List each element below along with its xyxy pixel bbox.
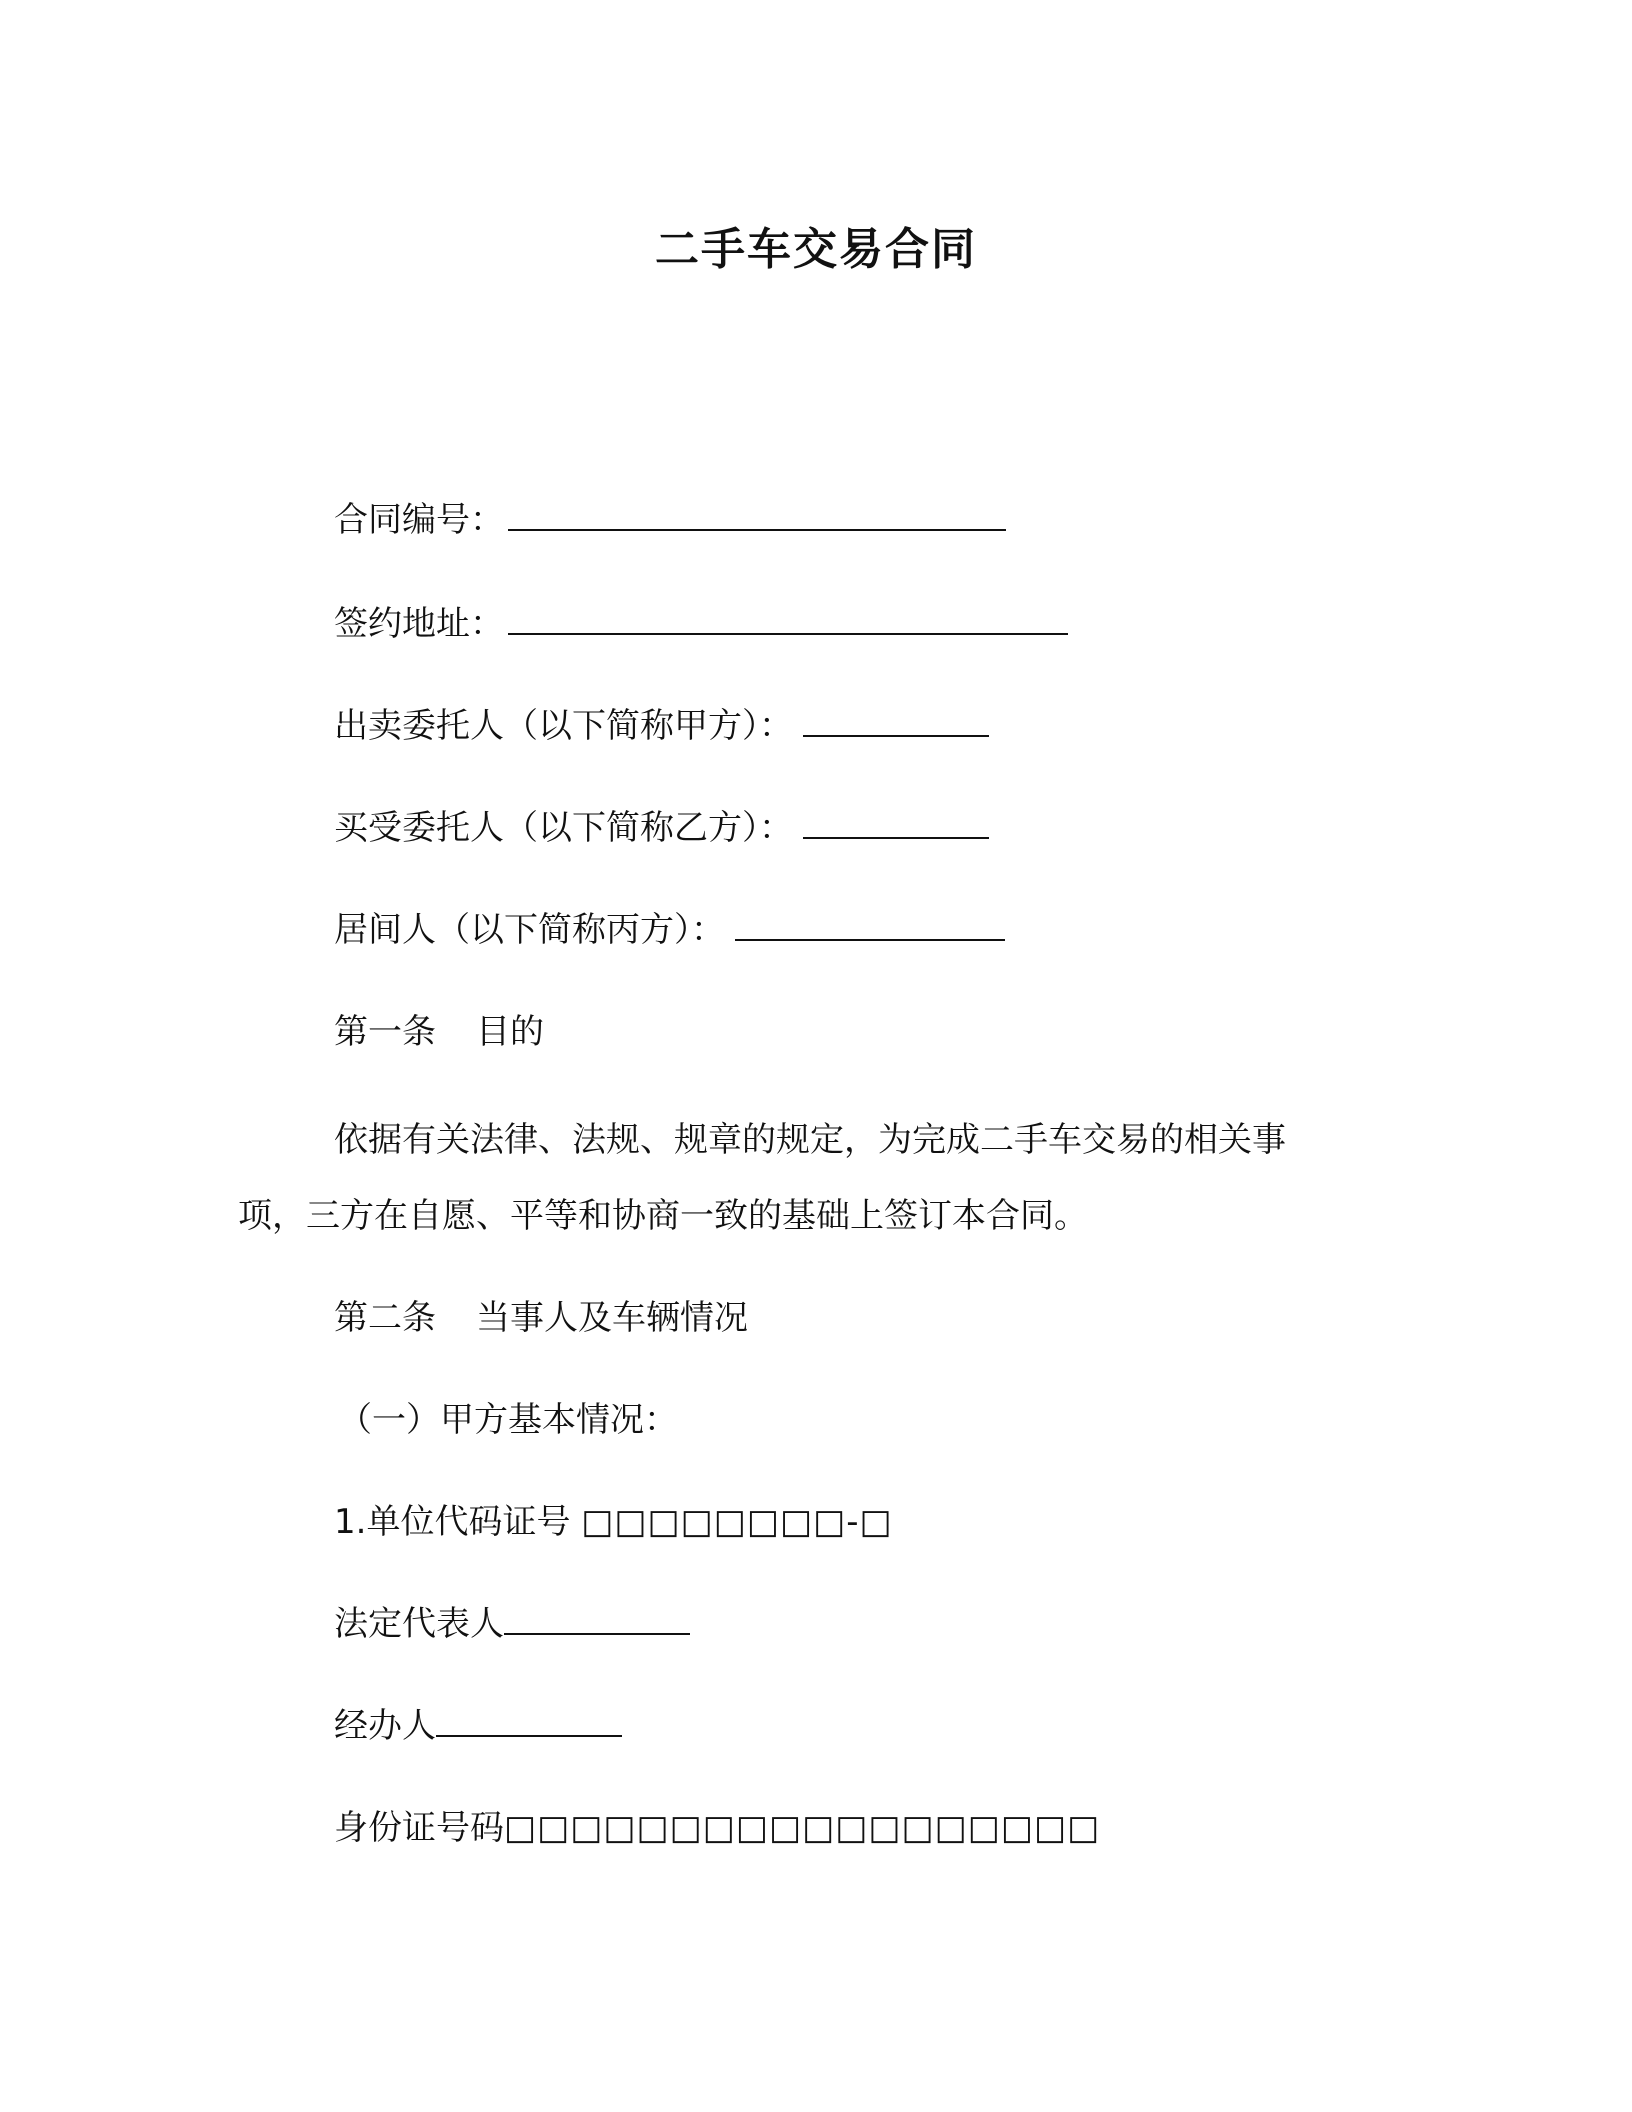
article2-title: 当事人及车辆情况 bbox=[476, 1298, 748, 1338]
sign-address-label: 签约地址： bbox=[334, 604, 504, 644]
party-a-info-heading: （一）甲方基本情况： bbox=[338, 1400, 678, 1440]
id-number-label: 身份证号码 bbox=[334, 1808, 504, 1848]
org-code-row bbox=[334, 1500, 893, 1544]
party-c-blank[interactable] bbox=[735, 909, 1005, 941]
org-code-label: 1.单位代码证号 bbox=[334, 1502, 571, 1542]
article1-body-line1: 依据有关法律、法规、规章的规定，为完成二手车交易的相关事 bbox=[334, 1120, 1286, 1160]
contract-number-label: 合同编号： bbox=[334, 500, 504, 540]
org-code-boxes[interactable]: □□□□□□□□-□ bbox=[581, 1502, 893, 1542]
contract-number-row bbox=[334, 498, 1006, 542]
article1-title: 目的 bbox=[476, 1012, 544, 1052]
party-c-row bbox=[334, 908, 1005, 952]
legal-rep-label: 法定代表人 bbox=[334, 1604, 504, 1644]
legal-rep-blank[interactable] bbox=[504, 1603, 690, 1635]
id-number-row bbox=[334, 1806, 1100, 1850]
party-b-row bbox=[334, 806, 989, 850]
party-b-label: 买受委托人（以下简称乙方）： bbox=[334, 808, 793, 848]
agent-blank[interactable] bbox=[436, 1705, 622, 1737]
id-number-boxes[interactable]: □□□□□□□□□□□□□□□□□□ bbox=[504, 1808, 1101, 1848]
article1-heading bbox=[334, 1010, 544, 1054]
party-b-blank[interactable] bbox=[803, 807, 989, 839]
agent-label: 经办人 bbox=[334, 1706, 436, 1746]
legal-rep-row bbox=[334, 1602, 690, 1646]
article2-heading bbox=[334, 1296, 748, 1340]
party-a-label: 出卖委托人（以下简称甲方）： bbox=[334, 706, 793, 746]
party-c-label: 居间人（以下简称丙方）： bbox=[334, 910, 725, 950]
agent-row bbox=[334, 1704, 622, 1748]
party-a-row bbox=[334, 704, 989, 748]
article1-body-line2: 项，三方在自愿、平等和协商一致的基础上签订本合同。 bbox=[238, 1196, 1088, 1236]
article1-number: 第一条 bbox=[334, 1012, 436, 1052]
sign-address-row bbox=[334, 602, 1068, 646]
document-title: 二手车交易合同 bbox=[655, 224, 977, 275]
contract-number-blank[interactable] bbox=[508, 499, 1006, 531]
article2-number: 第二条 bbox=[334, 1298, 436, 1338]
sign-address-blank[interactable] bbox=[508, 603, 1068, 635]
party-a-blank[interactable] bbox=[803, 705, 989, 737]
